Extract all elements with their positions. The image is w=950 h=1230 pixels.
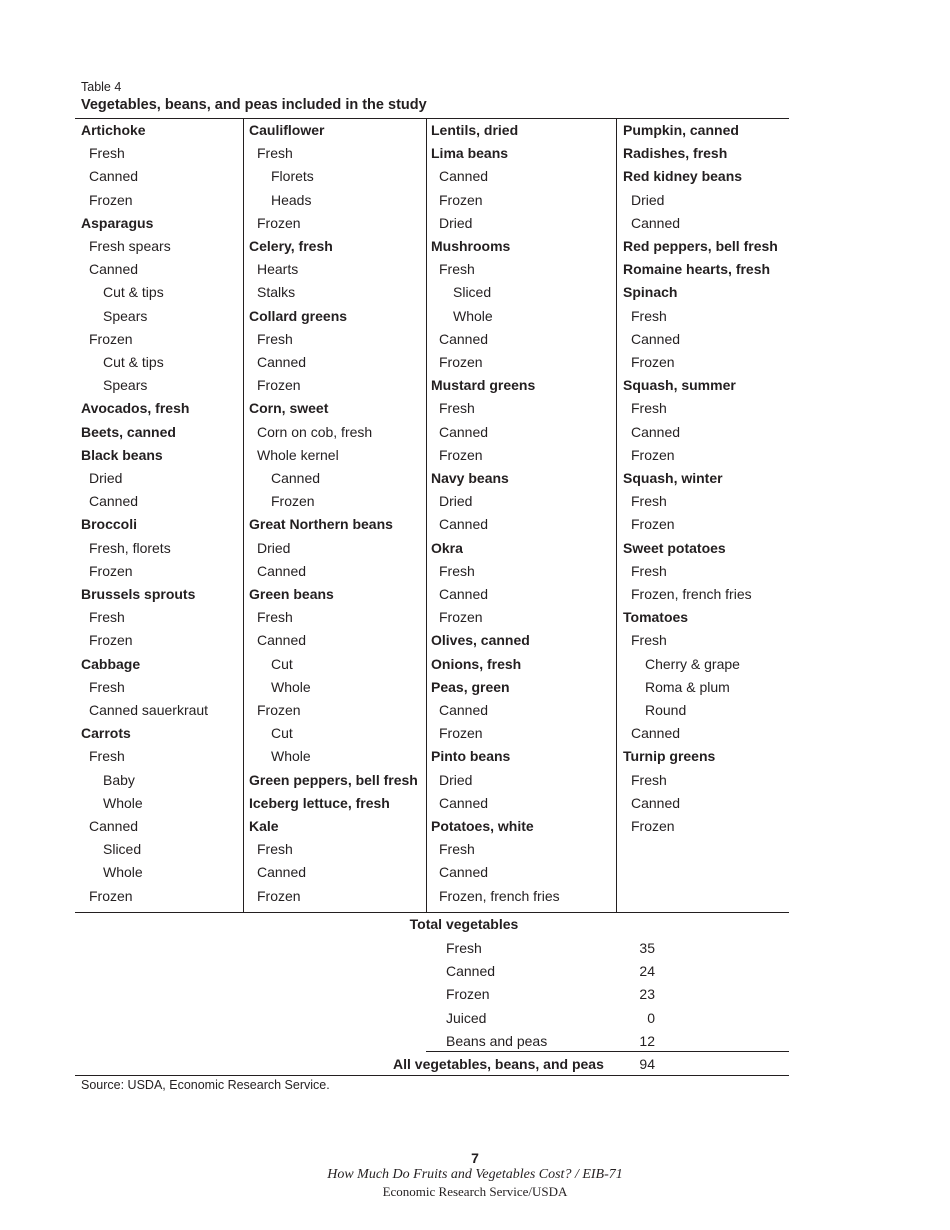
table-item-cell: Cut xyxy=(271,655,293,672)
table-item-cell: Fresh xyxy=(257,841,293,858)
table-item-cell: Fresh xyxy=(631,400,667,417)
table-item-cell: Dried xyxy=(439,771,473,788)
table-category-cell: Iceberg lettuce, fresh xyxy=(249,794,390,811)
table-item-cell: Frozen xyxy=(631,818,675,834)
table-item-cell: Frozen xyxy=(439,191,483,208)
totals-row-label: Frozen xyxy=(446,986,490,1003)
table-item-cell: Fresh spears xyxy=(89,238,171,254)
table-item-cell: Frozen xyxy=(257,214,301,231)
totals-row xyxy=(0,939,950,957)
table-item-cell: Canned xyxy=(257,864,307,881)
table-item-cell: Frozen xyxy=(439,354,483,370)
table-item-cell: Whole xyxy=(271,678,311,695)
table-item-cell: Corn on cob, fresh xyxy=(257,423,373,440)
totals-row xyxy=(0,985,950,1003)
table-item-cell: Canned xyxy=(89,168,139,185)
table-item-cell: Fresh xyxy=(257,609,293,626)
organization-name: Economic Research Service/USDA xyxy=(382,1184,568,1199)
table-category-cell: Pumpkin, canned xyxy=(623,122,739,138)
table-item-cell: Fresh xyxy=(439,400,475,417)
table-category-cell: Artichoke xyxy=(81,122,146,138)
totals-row-label: Canned xyxy=(446,963,496,980)
table-item-cell: Spears xyxy=(103,307,148,324)
table-item-cell: Fresh xyxy=(631,562,667,579)
table-item-cell: Canned xyxy=(439,168,489,185)
table-item-cell: Frozen xyxy=(631,516,675,533)
table-category-cell: Mushrooms xyxy=(431,238,511,254)
table-item-cell: Sliced xyxy=(103,841,142,858)
table-item-cell: Fresh xyxy=(439,841,475,858)
table-category-cell: Broccoli xyxy=(81,516,138,533)
table-category-cell: Lentils, dried xyxy=(431,122,519,138)
table-category-cell: Sweet potatoes xyxy=(623,539,726,556)
table-category-cell: Navy beans xyxy=(431,470,509,486)
table-item-cell: Whole xyxy=(103,864,143,881)
table-category-cell: Turnip greens xyxy=(623,748,716,765)
table-item-cell: Canned xyxy=(89,261,139,278)
table-category-cell: Potatoes, white xyxy=(431,818,534,834)
table-category-cell: Radishes, fresh xyxy=(623,145,728,162)
table-item-cell: Frozen, french fries xyxy=(439,887,560,904)
table-item-cell: Fresh xyxy=(89,145,125,162)
table-item-cell: Round xyxy=(645,702,687,718)
table-item-cell: Fresh xyxy=(631,771,667,788)
totals-row-label: Juiced xyxy=(446,1009,487,1026)
table-item-cell: Fresh xyxy=(631,307,667,324)
table-category-cell: Celery, fresh xyxy=(249,238,333,254)
table-category-cell: Olives, canned xyxy=(431,632,530,649)
totals-subtotal-rule xyxy=(426,1051,789,1052)
table-item-cell: Whole xyxy=(271,748,311,765)
table-category-cell: Peas, green xyxy=(431,678,510,695)
table-category-cell: Squash, summer xyxy=(623,377,736,394)
table-item-cell: Canned xyxy=(439,330,489,347)
table-category-cell: Green beans xyxy=(249,586,334,602)
table-item-cell: Canned xyxy=(257,632,307,649)
table-category-cell: Romaine hearts, fresh xyxy=(623,261,771,278)
table-label: Table 4 xyxy=(81,80,122,94)
totals-row-value: 23 xyxy=(639,986,655,1003)
table-item-cell: Canned xyxy=(631,725,681,742)
table-title: Vegetables, beans, and peas included in the study xyxy=(81,97,427,113)
table-item-cell: Roma & plum xyxy=(645,678,730,695)
table-item-cell: Dried xyxy=(257,539,291,556)
table-item-cell: Dried xyxy=(89,470,123,486)
table-item-cell: Dried xyxy=(631,191,665,208)
table-item-cell: Frozen xyxy=(89,330,133,347)
table-item-cell: Canned xyxy=(439,864,489,881)
table-category-cell: Lima beans xyxy=(431,145,509,162)
totals-row xyxy=(0,1032,950,1050)
table-item-cell: Cut & tips xyxy=(103,284,164,301)
column-divider xyxy=(426,118,427,912)
totals-row-value: 12 xyxy=(639,1032,655,1049)
table-item-cell: Canned xyxy=(89,818,139,834)
table-item-cell: Canned xyxy=(631,214,681,231)
table-category-cell: Black beans xyxy=(81,446,163,463)
table-top-rule xyxy=(75,118,789,119)
publication-title: How Much Do Fruits and Vegetables Cost? / EIB-71 xyxy=(327,1167,623,1182)
totals-row-label: Fresh xyxy=(446,940,482,956)
table-category-cell: Asparagus xyxy=(81,214,154,231)
table-item-cell: Canned xyxy=(271,470,321,486)
table-category-cell: Squash, winter xyxy=(623,470,723,486)
table-item-cell: Florets xyxy=(271,168,314,185)
table-item-cell: Whole kernel xyxy=(257,446,339,463)
table-item-cell: Fresh xyxy=(89,609,125,626)
table-item-cell: Canned xyxy=(89,493,139,510)
table-item-cell: Cherry & grape xyxy=(645,655,740,672)
table-item-cell: Frozen xyxy=(89,191,133,208)
totals-row xyxy=(0,1009,950,1027)
table-category-cell: Carrots xyxy=(81,725,131,742)
table-item-cell: Cut xyxy=(271,725,293,742)
table-category-cell: Red kidney beans xyxy=(623,168,743,185)
table-category-cell: Corn, sweet xyxy=(249,400,329,417)
table-category-cell: Collard greens xyxy=(249,307,348,324)
table-category-cell: Tomatoes xyxy=(623,609,689,626)
table-item-cell: Canned xyxy=(257,354,307,370)
table-item-cell: Frozen xyxy=(631,446,675,463)
table-category-cell: Red peppers, bell fresh xyxy=(623,238,778,254)
table-item-cell: Frozen xyxy=(89,562,133,579)
table-item-cell: Heads xyxy=(271,191,312,208)
table-category-cell: Cauliflower xyxy=(249,122,325,138)
column-divider xyxy=(243,118,244,912)
table-category-cell: Brussels sprouts xyxy=(81,586,196,602)
table-item-cell: Frozen xyxy=(439,609,483,626)
table-item-cell: Canned xyxy=(439,702,489,718)
table-item-cell: Fresh xyxy=(257,330,293,347)
table-category-cell: Pinto beans xyxy=(431,748,511,765)
table-bottom-rule xyxy=(75,1075,789,1076)
table-item-cell: Whole xyxy=(453,307,493,324)
table-item-cell: Canned xyxy=(631,423,681,440)
table-item-cell: Stalks xyxy=(257,284,296,301)
grand-total-label: All vegetables, beans, and peas xyxy=(393,1056,604,1072)
totals-row xyxy=(0,962,950,980)
table-item-cell: Frozen xyxy=(439,446,483,463)
table-category-cell: Avocados, fresh xyxy=(81,400,190,417)
table-item-cell: Sliced xyxy=(453,284,492,301)
table-item-cell: Frozen, french fries xyxy=(631,586,752,602)
table-item-cell: Baby xyxy=(103,771,135,788)
table-item-cell: Fresh xyxy=(439,261,475,278)
totals-row-value: 35 xyxy=(639,940,655,956)
table-item-cell: Fresh xyxy=(257,145,293,162)
table-category-cell: Onions, fresh xyxy=(431,655,522,672)
table-item-cell: Whole xyxy=(103,794,143,811)
table-category-cell: Spinach xyxy=(623,284,678,301)
columns-bottom-rule xyxy=(75,912,789,913)
table-category-cell: Cabbage xyxy=(81,655,141,672)
table-item-cell: Canned xyxy=(631,794,681,811)
table-item-cell: Spears xyxy=(103,377,148,394)
table-item-cell: Frozen xyxy=(257,887,301,904)
totals-row-value: 0 xyxy=(647,1009,655,1026)
totals-row-label: Beans and peas xyxy=(446,1032,548,1049)
table-item-cell: Hearts xyxy=(257,261,299,278)
totals-row-value: 24 xyxy=(639,963,655,980)
table-item-cell: Frozen xyxy=(89,632,133,649)
table-item-cell: Frozen xyxy=(89,887,133,904)
source-note: Source: USDA, Economic Research Service. xyxy=(81,1078,330,1092)
table-item-cell: Canned xyxy=(439,794,489,811)
table-category-cell: Mustard greens xyxy=(431,377,536,394)
table-item-cell: Canned xyxy=(439,516,489,533)
table-item-cell: Canned xyxy=(631,330,681,347)
column-divider xyxy=(616,118,617,912)
table-item-cell: Frozen xyxy=(257,377,301,394)
grand-total-value: 94 xyxy=(639,1056,655,1072)
table-item-cell: Frozen xyxy=(631,354,675,370)
table-item-cell: Cut & tips xyxy=(103,354,164,370)
table-item-cell: Frozen xyxy=(271,493,315,510)
page-number: 7 xyxy=(471,1150,479,1166)
table-item-cell: Fresh xyxy=(89,678,125,695)
grand-total-row xyxy=(0,1055,950,1073)
table-category-cell: Great Northern beans xyxy=(249,516,393,533)
table-item-cell: Dried xyxy=(439,214,473,231)
table-item-cell: Canned sauerkraut xyxy=(89,702,209,718)
table-item-cell: Canned xyxy=(257,562,307,579)
table-item-cell: Frozen xyxy=(257,702,301,718)
table-item-cell: Fresh, florets xyxy=(89,539,171,556)
table-item-cell: Fresh xyxy=(631,493,667,510)
table-category-cell: Kale xyxy=(249,818,279,834)
table-item-cell: Canned xyxy=(439,586,489,602)
table-item-cell: Frozen xyxy=(439,725,483,742)
table-item-cell: Fresh xyxy=(89,748,125,765)
table-category-cell: Beets, canned xyxy=(81,423,176,440)
table-item-cell: Fresh xyxy=(631,632,667,649)
table-item-cell: Canned xyxy=(439,423,489,440)
table-category-cell: Okra xyxy=(431,539,463,556)
table-item-cell: Fresh xyxy=(439,562,475,579)
table-item-cell: Dried xyxy=(439,493,473,510)
table-category-cell: Green peppers, bell fresh xyxy=(249,771,418,788)
totals-title: Total vegetables xyxy=(409,916,519,932)
